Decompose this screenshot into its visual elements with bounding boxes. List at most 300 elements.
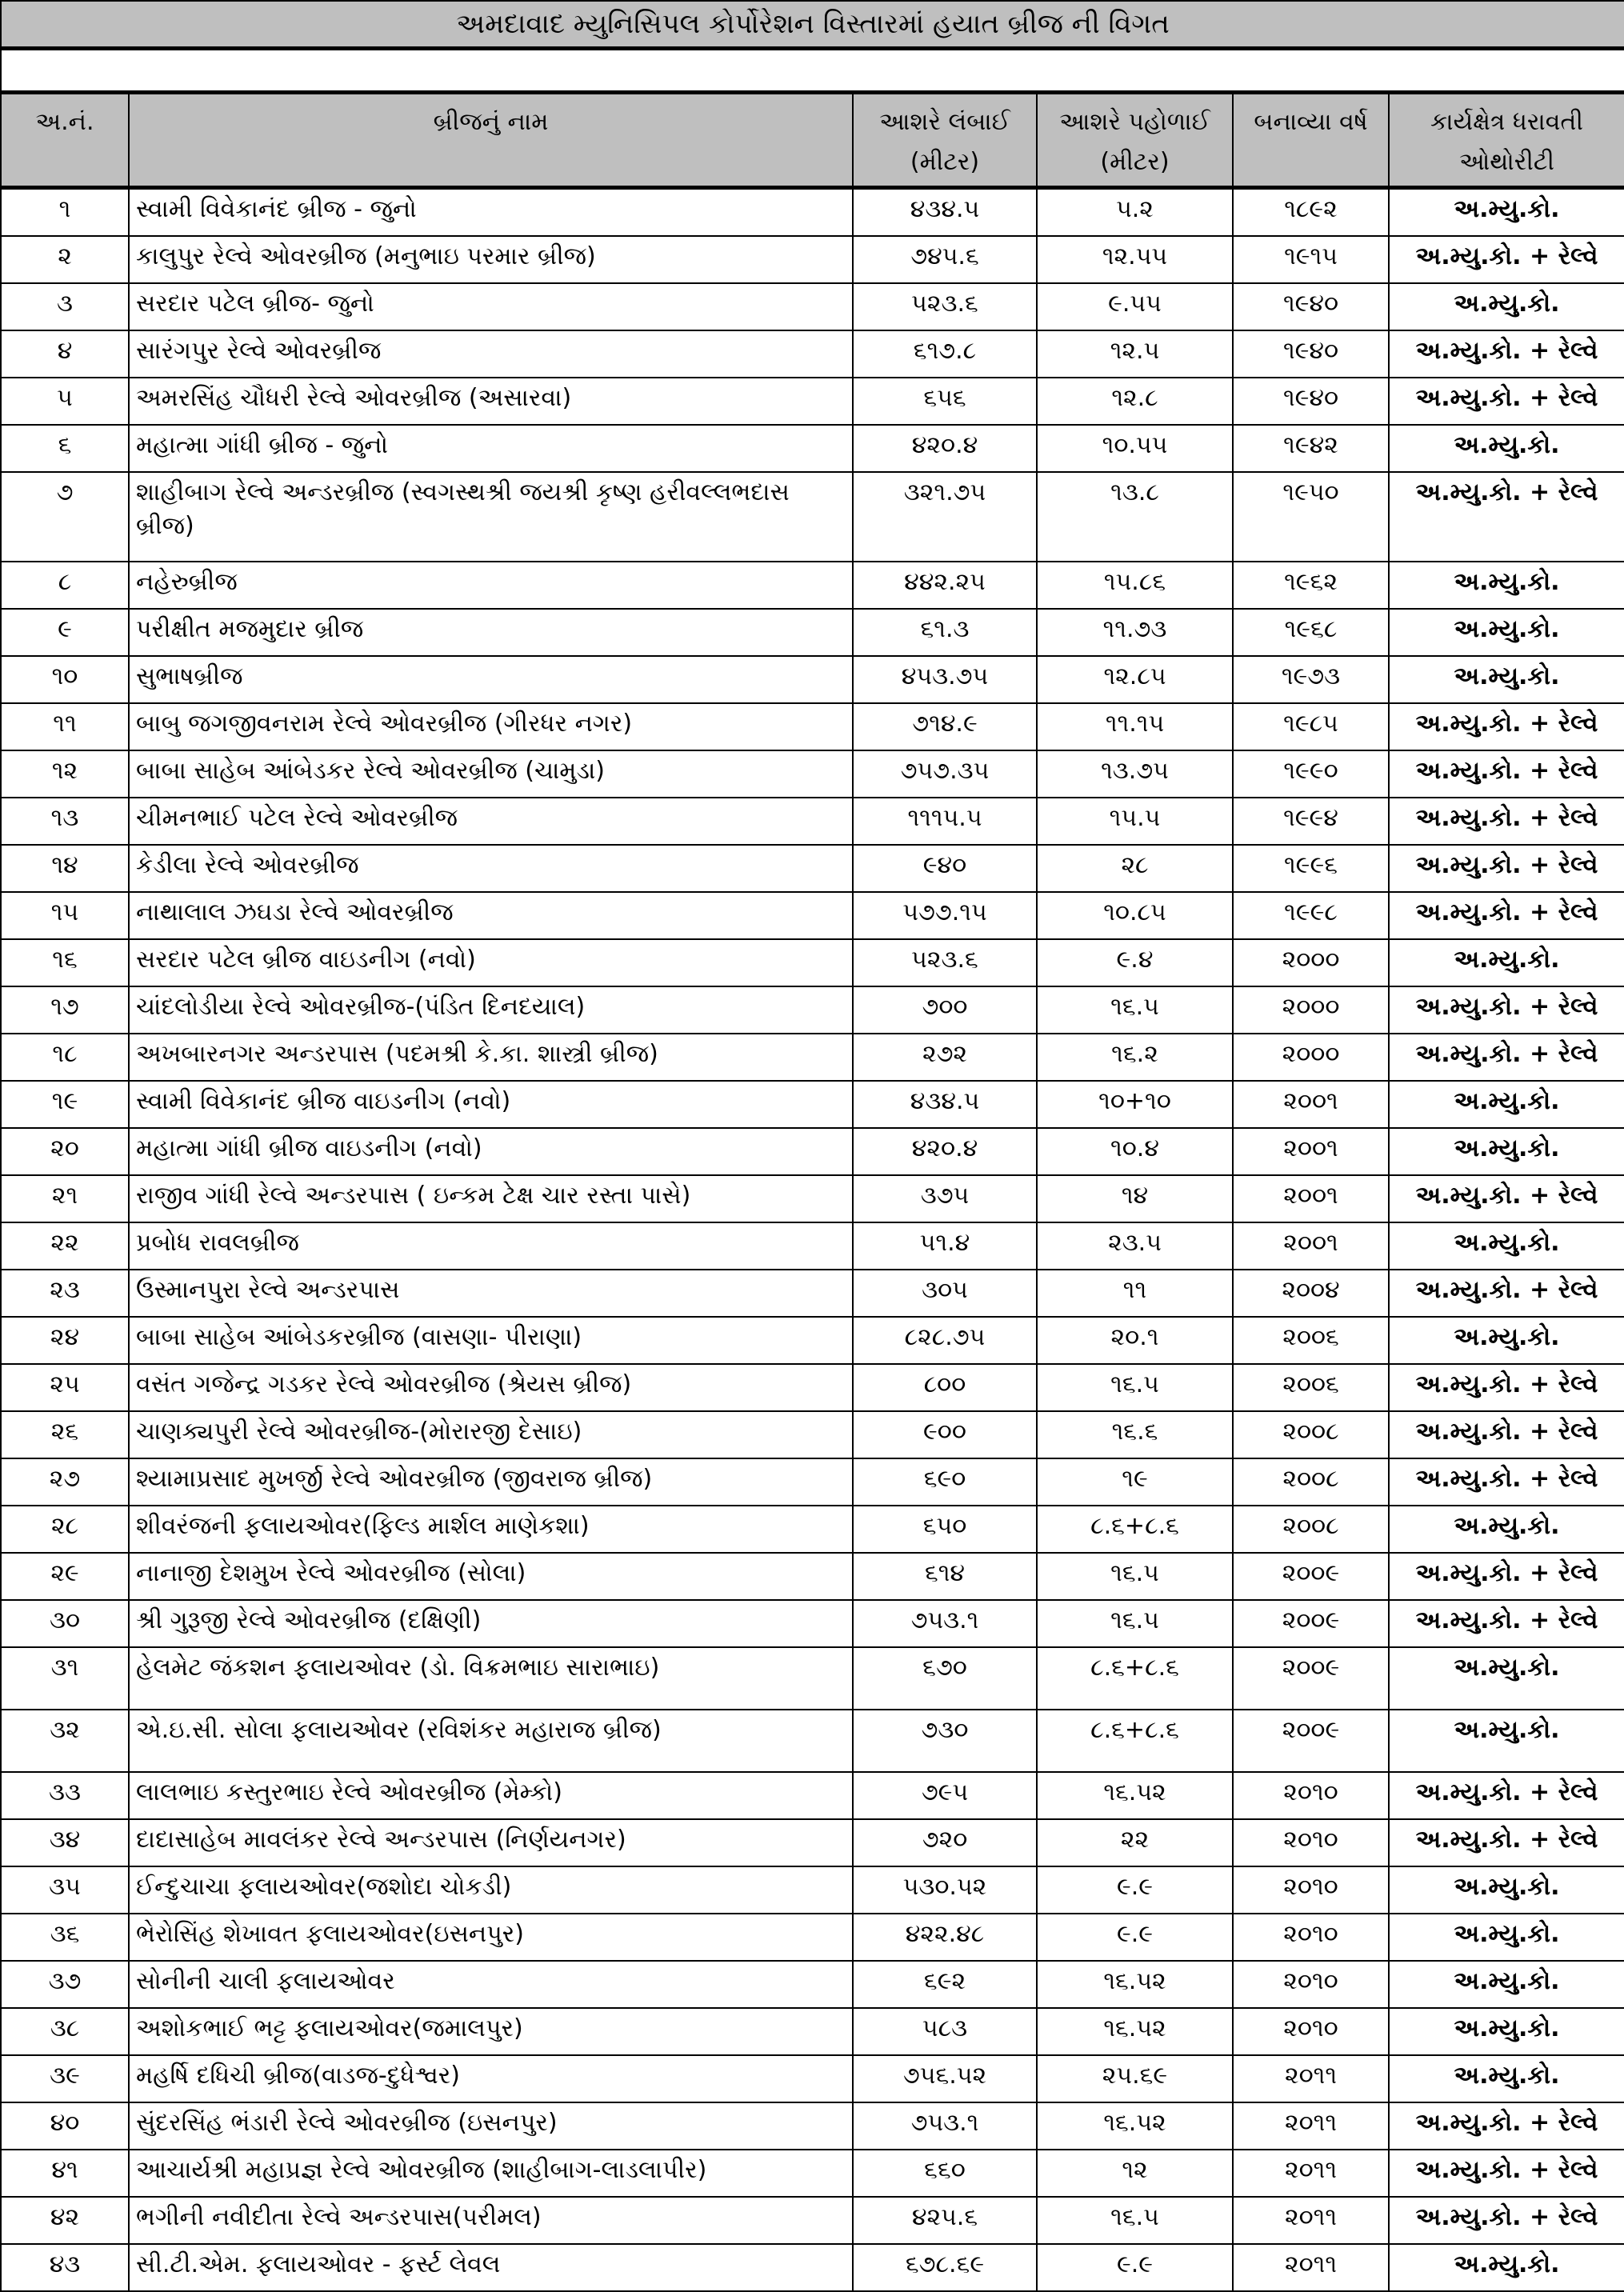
cell-authority: અ.મ્યુ.કો. (1389, 1914, 1624, 1961)
cell-width: ૨૨ (1037, 1819, 1233, 1866)
cell-year: ૨૦૦૧ (1233, 1222, 1389, 1270)
cell-length: ૬૯૨ (853, 1961, 1037, 2008)
cell-sr: ૩૨ (1, 1710, 129, 1772)
cell-year: ૧૯૪૦ (1233, 283, 1389, 330)
table-title: અમદાવાદ મ્યુનિસિપલ કોર્પોરેશન વિસ્તારમાં હયાત બ્રીજ ની વિગત (1, 1, 1624, 49)
header-name: બ્રીજનું નામ (129, 93, 853, 188)
cell-authority: અ.મ્યુ.કો. (1389, 1222, 1624, 1270)
cell-width: ૯.૯ (1037, 1866, 1233, 1914)
cell-name: શીવરંજની ફલાયઓવર(ફિલ્ડ માર્શલ માણેકશા) (129, 1506, 853, 1553)
cell-sr: ૧૦ (1, 656, 129, 703)
cell-name: શાહીબાગ રેલ્વે અન્ડરબ્રીજ (સ્વગસ્થશ્રી જયશ્રી કૃષ્ણ હરીવલ્લભદાસ બ્રીજ) (129, 472, 853, 562)
cell-year: ૧૯૯૦ (1233, 750, 1389, 798)
cell-sr: ૨૯ (1, 1553, 129, 1600)
cell-name: ઈન્દુચાચા ફલાયઓવર(જશોદા ચોકડી) (129, 1866, 853, 1914)
cell-sr: ૨ (1, 236, 129, 283)
cell-length: ૨૭૨ (853, 1034, 1037, 1081)
cell-length: ૩૦૫ (853, 1270, 1037, 1317)
cell-year: ૨૦૧૧ (1233, 2102, 1389, 2150)
cell-name: ભગીની નવીદીતા રેલ્વે અન્ડરપાસ(પરીમલ) (129, 2197, 853, 2244)
cell-authority: અ.મ્યુ.કો. + રેલ્વે (1389, 1553, 1624, 1600)
table-row (1, 1222, 1624, 1270)
cell-authority: અ.મ્યુ.કો. (1389, 2008, 1624, 2055)
cell-length: ૪૩૪.૫ (853, 188, 1037, 237)
cell-length: ૭૧૪.૯ (853, 703, 1037, 750)
cell-year: ૨૦૧૦ (1233, 1914, 1389, 1961)
cell-length: ૭૫૬.૫૨ (853, 2055, 1037, 2102)
cell-year: ૨૦૦૯ (1233, 1647, 1389, 1710)
cell-sr: ૨૨ (1, 1222, 129, 1270)
cell-year: ૧૯૯૪ (1233, 798, 1389, 845)
cell-year: ૨૦૧૧ (1233, 2197, 1389, 2244)
cell-name: નાથાલાલ ઝઘડા રેલ્વે ઓવરબ્રીજ (129, 892, 853, 939)
cell-length: ૭૦૦ (853, 986, 1037, 1034)
cell-year: ૧૯૧૫ (1233, 236, 1389, 283)
cell-sr: ૭ (1, 472, 129, 562)
cell-year: ૧૯૪૨ (1233, 425, 1389, 472)
table-body (1, 188, 1624, 2292)
cell-authority: અ.મ્યુ.કો. (1389, 2055, 1624, 2102)
cell-year: ૨૦૦૬ (1233, 1317, 1389, 1364)
table-row (1, 2102, 1624, 2150)
cell-length: ૬૭૮.૬૯ (853, 2244, 1037, 2291)
cell-sr: ૨૧ (1, 1175, 129, 1222)
cell-sr: ૧૭ (1, 986, 129, 1034)
cell-authority: અ.મ્યુ.કો. (1389, 1647, 1624, 1710)
cell-sr: ૨૦ (1, 1128, 129, 1175)
cell-authority: અ.મ્યુ.કો. + રેલ્વે (1389, 986, 1624, 1034)
cell-name: ચીમનભાઈ પટેલ રેલ્વે ઓવરબ્રીજ (129, 798, 853, 845)
cell-authority: અ.મ્યુ.કો. + રેલ્વે (1389, 1600, 1624, 1647)
cell-authority: અ.મ્યુ.કો. (1389, 1866, 1624, 1914)
cell-width: ૧૬.૫૨ (1037, 2008, 1233, 2055)
cell-length: ૫૧.૪ (853, 1222, 1037, 1270)
cell-name: સોનીની ચાલી ફલાયઓવર (129, 1961, 853, 2008)
cell-sr: ૨૪ (1, 1317, 129, 1364)
cell-width: ૨૮ (1037, 845, 1233, 892)
cell-authority: અ.મ્યુ.કો. + રેલ્વે (1389, 1364, 1624, 1411)
cell-year: ૧૯૪૦ (1233, 378, 1389, 425)
cell-authority: અ.મ્યુ.કો. + રેલ્વે (1389, 892, 1624, 939)
cell-name: કાલુપુર રેલ્વે ઓવરબ્રીજ (મનુભાઇ પરમાર બ્રીજ) (129, 236, 853, 283)
cell-sr: ૨૭ (1, 1458, 129, 1506)
cell-sr: ૧ (1, 188, 129, 237)
cell-authority: અ.મ્યુ.કો. + રેલ્વે (1389, 1270, 1624, 1317)
table-row (1, 1458, 1624, 1506)
cell-sr: ૫ (1, 378, 129, 425)
cell-name: મહર્ષિ દધિચી બ્રીજ(વાડજ-દુધેશ્વર) (129, 2055, 853, 2102)
cell-year: ૨૦૦૧ (1233, 1081, 1389, 1128)
cell-authority: અ.મ્યુ.કો. (1389, 425, 1624, 472)
cell-width: ૧૬.૫ (1037, 986, 1233, 1034)
table-row (1, 1772, 1624, 1819)
cell-year: ૨૦૦૮ (1233, 1411, 1389, 1458)
cell-authority: અ.મ્યુ.કો. (1389, 609, 1624, 656)
cell-year: ૧૯૮૫ (1233, 703, 1389, 750)
cell-length: ૭૫૩.૧ (853, 1600, 1037, 1647)
cell-length: ૩૭૫ (853, 1175, 1037, 1222)
cell-authority: અ.મ્યુ.કો. + રેલ્વે (1389, 1772, 1624, 1819)
cell-sr: ૧૪ (1, 845, 129, 892)
cell-length: ૯૪૦ (853, 845, 1037, 892)
cell-length: ૬૫૬ (853, 378, 1037, 425)
cell-width: ૧૬.૫૨ (1037, 1772, 1233, 1819)
cell-sr: ૩ (1, 283, 129, 330)
cell-authority: અ.મ્યુ.કો. (1389, 1710, 1624, 1772)
cell-name: ચાણક્યપુરી રેલ્વે ઓવરબ્રીજ-(મોરારજી દેસાઇ) (129, 1411, 853, 1458)
cell-year: ૨૦૧૦ (1233, 1961, 1389, 2008)
table-row (1, 1961, 1624, 2008)
cell-name: ઉસ્માનપુરા રેલ્વે અન્ડરપાસ (129, 1270, 853, 1317)
cell-name: એ.ઇ.સી. સોલા ફલાયઓવર (રવિશંકર મહારાજ બ્રીજ) (129, 1710, 853, 1772)
cell-length: ૭૪૫.૬ (853, 236, 1037, 283)
cell-authority: અ.મ્યુ.કો. + રેલ્વે (1389, 472, 1624, 562)
cell-year: ૨૦૦૧ (1233, 1175, 1389, 1222)
table-row (1, 425, 1624, 472)
cell-width: ૧૬.૨ (1037, 1034, 1233, 1081)
table-row (1, 892, 1624, 939)
cell-sr: ૪૩ (1, 2244, 129, 2291)
table-row (1, 283, 1624, 330)
cell-year: ૨૦૦૦ (1233, 986, 1389, 1034)
cell-length: ૧૧૧૫.૫ (853, 798, 1037, 845)
cell-name: સ્વામી વિવેકાનંદ બ્રીજ વાઇડનીગ (નવો) (129, 1081, 853, 1128)
cell-length: ૪૨૦.૪ (853, 1128, 1037, 1175)
cell-authority: અ.મ્યુ.કો. + રેલ્વે (1389, 845, 1624, 892)
cell-name: ભેરોસિંહ શેખાવત ફલાયઓવર(ઇસનપુર) (129, 1914, 853, 1961)
cell-authority: અ.મ્યુ.કો. (1389, 1081, 1624, 1128)
table-row (1, 609, 1624, 656)
cell-authority: અ.મ્યુ.કો. + રેલ્વે (1389, 703, 1624, 750)
cell-name: અશોકભાઈ ભટ્ટ ફલાયઓવર(જમાલપુર) (129, 2008, 853, 2055)
cell-sr: ૪૨ (1, 2197, 129, 2244)
table-row (1, 2008, 1624, 2055)
cell-authority: અ.મ્યુ.કો. + રેલ્વે (1389, 2102, 1624, 2150)
cell-year: ૨૦૦૪ (1233, 1270, 1389, 1317)
cell-authority: અ.મ્યુ.કો. (1389, 283, 1624, 330)
header-sr: અ.નં. (1, 93, 129, 188)
cell-year: ૨૦૦૬ (1233, 1364, 1389, 1411)
cell-width: ૧૨.૫ (1037, 330, 1233, 378)
cell-name: સરદાર પટેલ બ્રીજ- જુનો (129, 283, 853, 330)
cell-width: ૯.૯ (1037, 2244, 1233, 2291)
table-row (1, 1819, 1624, 1866)
cell-width: ૧૫.૮૬ (1037, 562, 1233, 609)
cell-width: ૧૪ (1037, 1175, 1233, 1222)
cell-year: ૨૦૧૧ (1233, 2244, 1389, 2291)
cell-authority: અ.મ્યુ.કો. + રેલ્વે (1389, 1411, 1624, 1458)
cell-width: ૧૨.૮ (1037, 378, 1233, 425)
cell-name: પ્રબોધ રાવલબ્રીજ (129, 1222, 853, 1270)
cell-width: ૯.૪ (1037, 939, 1233, 986)
cell-year: ૨૦૧૦ (1233, 1772, 1389, 1819)
cell-width: ૧૧ (1037, 1270, 1233, 1317)
table-row (1, 986, 1624, 1034)
table-row (1, 1647, 1624, 1710)
cell-authority: અ.મ્યુ.કો. + રેલ્વે (1389, 378, 1624, 425)
header-authority: કાર્યક્ષેત્ર ધરાવતી ઓથોરીટી (1389, 93, 1624, 188)
cell-width: ૧૬.૬ (1037, 1411, 1233, 1458)
cell-sr: ૯ (1, 609, 129, 656)
cell-length: ૮૦૦ (853, 1364, 1037, 1411)
cell-year: ૧૯૭૩ (1233, 656, 1389, 703)
table-row (1, 703, 1624, 750)
cell-name: સરદાર પટેલ બ્રીજ વાઇડનીગ (નવો) (129, 939, 853, 986)
cell-year: ૨૦૧૧ (1233, 2055, 1389, 2102)
cell-authority: અ.મ્યુ.કો. (1389, 1317, 1624, 1364)
cell-sr: ૧૬ (1, 939, 129, 986)
table-row (1, 2055, 1624, 2102)
cell-name: ચાંદલોડીયા રેલ્વે ઓવરબ્રીજ-(પંડિત દિનદયાલ) (129, 986, 853, 1034)
table-row (1, 1553, 1624, 1600)
cell-authority: અ.મ્યુ.કો. (1389, 188, 1624, 237)
table-row (1, 2197, 1624, 2244)
cell-length: ૬૭૦ (853, 1647, 1037, 1710)
table-row (1, 656, 1624, 703)
cell-sr: ૩૯ (1, 2055, 129, 2102)
cell-width: ૧૨.૮૫ (1037, 656, 1233, 703)
cell-width: ૧૬.૫ (1037, 1364, 1233, 1411)
cell-year: ૨૦૦૦ (1233, 1034, 1389, 1081)
cell-width: ૧૦.૫૫ (1037, 425, 1233, 472)
cell-name: રાજીવ ગાંધી રેલ્વે અન્ડરપાસ ( ઇન્કમ ટેક્ષ ચાર રસ્તા પાસે) (129, 1175, 853, 1222)
cell-name: સારંગપુર રેલ્વે ઓવરબ્રીજ (129, 330, 853, 378)
cell-sr: ૩૭ (1, 1961, 129, 2008)
cell-authority: અ.મ્યુ.કો. (1389, 562, 1624, 609)
cell-width: ૧૧.૧૫ (1037, 703, 1233, 750)
cell-sr: ૩૬ (1, 1914, 129, 1961)
cell-year: ૨૦૧૦ (1233, 1866, 1389, 1914)
cell-authority: અ.મ્યુ.કો. (1389, 1506, 1624, 1553)
cell-year: ૧૯૪૦ (1233, 330, 1389, 378)
cell-year: ૨૦૦૧ (1233, 1128, 1389, 1175)
table-row (1, 798, 1624, 845)
cell-name: પરીક્ષીત મજમુદાર બ્રીજ (129, 609, 853, 656)
table-row (1, 2244, 1624, 2291)
cell-width: ૧૨ (1037, 2150, 1233, 2197)
cell-name: કેડીલા રેલ્વે ઓવરબ્રીજ (129, 845, 853, 892)
cell-width: ૨૦.૧ (1037, 1317, 1233, 1364)
cell-authority: અ.મ્યુ.કો. + રેલ્વે (1389, 798, 1624, 845)
header-width: આશરે પહોળાઈ (મીટર) (1037, 93, 1233, 188)
cell-width: ૧૩.૭૫ (1037, 750, 1233, 798)
cell-sr: ૨૩ (1, 1270, 129, 1317)
table-row (1, 1081, 1624, 1128)
table-row (1, 1914, 1624, 1961)
cell-width: ૨૫.૬૯ (1037, 2055, 1233, 2102)
cell-sr: ૩૮ (1, 2008, 129, 2055)
cell-width: ૫.૨ (1037, 188, 1233, 237)
cell-year: ૨૦૦૯ (1233, 1600, 1389, 1647)
cell-name: અમરસિંહ ચૌધરી રેલ્વે ઓવરબ્રીજ (અસારવા) (129, 378, 853, 425)
cell-year: ૨૦૦૮ (1233, 1506, 1389, 1553)
cell-length: ૫૨૩.૬ (853, 283, 1037, 330)
cell-width: ૨૩.૫ (1037, 1222, 1233, 1270)
cell-authority: અ.મ્યુ.કો. (1389, 1961, 1624, 2008)
cell-sr: ૩૫ (1, 1866, 129, 1914)
cell-name: સુંદરસિંહ ભંડારી રેલ્વે ઓવરબ્રીજ (ઇસનપુર) (129, 2102, 853, 2150)
cell-sr: ૨૮ (1, 1506, 129, 1553)
cell-year: ૨૦૦૦ (1233, 939, 1389, 986)
cell-sr: ૬ (1, 425, 129, 472)
cell-year: ૧૯૬૨ (1233, 562, 1389, 609)
cell-year: ૧૯૯૬ (1233, 845, 1389, 892)
cell-name: નાનાજી દેશમુખ રેલ્વે ઓવરબ્રીજ (સોલા) (129, 1553, 853, 1600)
cell-sr: ૧૮ (1, 1034, 129, 1081)
cell-width: ૮.૬+૮.૬ (1037, 1506, 1233, 1553)
cell-length: ૮૨૮.૭૫ (853, 1317, 1037, 1364)
cell-name: દાદાસાહેબ માવલંકર રેલ્વે અન્ડરપાસ (નિર્ણયનગર) (129, 1819, 853, 1866)
cell-width: ૮.૬+૮.૬ (1037, 1710, 1233, 1772)
header-length: આશરે લંબાઈ (મીટર) (853, 93, 1037, 188)
table-row (1, 472, 1624, 562)
cell-name: મહાત્મા ગાંધી બ્રીજ વાઇડનીગ (નવો) (129, 1128, 853, 1175)
cell-year: ૨૦૦૯ (1233, 1553, 1389, 1600)
cell-length: ૬૧૪ (853, 1553, 1037, 1600)
cell-sr: ૧૯ (1, 1081, 129, 1128)
cell-name: શ્યામાપ્રસાદ મુખર્જી રેલ્વે ઓવરબ્રીજ (જીવરાજ બ્રીજ) (129, 1458, 853, 1506)
cell-width: ૧૦.૪ (1037, 1128, 1233, 1175)
cell-year: ૧૮૯૨ (1233, 188, 1389, 237)
cell-width: ૧૬.૫ (1037, 2197, 1233, 2244)
table-row (1, 845, 1624, 892)
cell-width: ૯.૫૫ (1037, 283, 1233, 330)
cell-width: ૧૨.૫૫ (1037, 236, 1233, 283)
cell-width: ૯.૯ (1037, 1914, 1233, 1961)
cell-width: ૧૩.૮ (1037, 472, 1233, 562)
table-row (1, 750, 1624, 798)
table-row (1, 378, 1624, 425)
cell-name: આચાર્યશ્રી મહાપ્રજ્ઞ રેલ્વે ઓવરબ્રીજ (શાહીબાગ-લાડલાપીર) (129, 2150, 853, 2197)
cell-name: બાબા સાહેબ આંબેડકરબ્રીજ (વાસણા- પીરાણા) (129, 1317, 853, 1364)
table-row (1, 1866, 1624, 1914)
cell-name: બાબા સાહેબ આંબેડકર રેલ્વે ઓવરબ્રીજ (ચામુડા) (129, 750, 853, 798)
table-row (1, 1270, 1624, 1317)
table-row (1, 1317, 1624, 1364)
cell-year: ૨૦૧૧ (1233, 2150, 1389, 2197)
cell-length: ૬૬૦ (853, 2150, 1037, 2197)
cell-width: ૧૦.૮૫ (1037, 892, 1233, 939)
cell-name: હેલમેટ જંકશન ફલાયઓવર (ડો. વિક્રમભાઇ સારાભાઇ) (129, 1647, 853, 1710)
header-year: બનાવ્યા વર્ષ (1233, 93, 1389, 188)
cell-authority: અ.મ્યુ.કો. + રેલ્વે (1389, 1458, 1624, 1506)
table-row (1, 1128, 1624, 1175)
cell-authority: અ.મ્યુ.કો. (1389, 2244, 1624, 2291)
cell-sr: ૩૦ (1, 1600, 129, 1647)
cell-length: ૭૫૭.૩૫ (853, 750, 1037, 798)
cell-year: ૧૯૯૮ (1233, 892, 1389, 939)
cell-width: ૧૬.૫૨ (1037, 2102, 1233, 2150)
cell-length: ૪૨૨.૪૮ (853, 1914, 1037, 1961)
cell-length: ૫૩૦.૫૨ (853, 1866, 1037, 1914)
cell-name: બાબુ જગજીવનરામ રેલ્વે ઓવરબ્રીજ (ગીરધર નગર) (129, 703, 853, 750)
cell-authority: અ.મ્યુ.કો. + રેલ્વે (1389, 2197, 1624, 2244)
cell-width: ૧૬.૫ (1037, 1553, 1233, 1600)
table-row (1, 1175, 1624, 1222)
cell-length: ૪૨૫.૬ (853, 2197, 1037, 2244)
cell-length: ૩૨૧.૭૫ (853, 472, 1037, 562)
cell-authority: અ.મ્યુ.કો. (1389, 939, 1624, 986)
cell-length: ૭૨૦ (853, 1819, 1037, 1866)
cell-authority: અ.મ્યુ.કો. + રેલ્વે (1389, 1175, 1624, 1222)
cell-authority: અ.મ્યુ.કો. + રેલ્વે (1389, 330, 1624, 378)
cell-name: સ્વામી વિવેકાનંદ બ્રીજ - જુનો (129, 188, 853, 237)
cell-length: ૬૧૭.૮ (853, 330, 1037, 378)
cell-length: ૪૪૨.૨૫ (853, 562, 1037, 609)
cell-length: ૭૫૩.૧ (853, 2102, 1037, 2150)
table-row (1, 562, 1624, 609)
cell-width: ૮.૬+૮.૬ (1037, 1647, 1233, 1710)
cell-authority: અ.મ્યુ.કો. + રેલ્વે (1389, 1034, 1624, 1081)
cell-width: ૧૯ (1037, 1458, 1233, 1506)
cell-width: ૧૧.૭૩ (1037, 609, 1233, 656)
cell-length: ૬૫૦ (853, 1506, 1037, 1553)
cell-length: ૫૭૭.૧૫ (853, 892, 1037, 939)
cell-name: નહેરુબ્રીજ (129, 562, 853, 609)
cell-length: ૯૦૦ (853, 1411, 1037, 1458)
table-row (1, 330, 1624, 378)
cell-year: ૧૯૬૮ (1233, 609, 1389, 656)
cell-authority: અ.મ્યુ.કો. + રેલ્વે (1389, 2150, 1624, 2197)
cell-sr: ૨૫ (1, 1364, 129, 1411)
cell-sr: ૪ (1, 330, 129, 378)
cell-sr: ૧૧ (1, 703, 129, 750)
cell-authority: અ.મ્યુ.કો. (1389, 1128, 1624, 1175)
table-row (1, 1710, 1624, 1772)
cell-sr: ૪૧ (1, 2150, 129, 2197)
cell-width: ૧૬.૫ (1037, 1600, 1233, 1647)
cell-sr: ૧૫ (1, 892, 129, 939)
cell-name: અખબારનગર અન્ડરપાસ (પદમશ્રી કે.કા. શાસ્ત્રી બ્રીજ) (129, 1034, 853, 1081)
cell-authority: અ.મ્યુ.કો. + રેલ્વે (1389, 750, 1624, 798)
cell-authority: અ.મ્યુ.કો. + રેલ્વે (1389, 1819, 1624, 1866)
cell-name: લાલભાઇ કસ્તુરભાઇ રેલ્વે ઓવરબ્રીજ (મેમ્કો) (129, 1772, 853, 1819)
cell-sr: ૨૬ (1, 1411, 129, 1458)
cell-year: ૨૦૦૮ (1233, 1458, 1389, 1506)
table-row (1, 236, 1624, 283)
table-row (1, 2150, 1624, 2197)
cell-sr: ૧૩ (1, 798, 129, 845)
cell-name: સુભાષબ્રીજ (129, 656, 853, 703)
cell-length: ૬૯૦ (853, 1458, 1037, 1506)
cell-width: ૧૫.૫ (1037, 798, 1233, 845)
cell-length: ૫૮૩ (853, 2008, 1037, 2055)
table-row (1, 1364, 1624, 1411)
cell-sr: ૩૩ (1, 1772, 129, 1819)
cell-name: વસંત ગજેન્દ્ર ગડકર રેલ્વે ઓવરબ્રીજ (શ્રેયસ બ્રીજ) (129, 1364, 853, 1411)
cell-year: ૨૦૧૦ (1233, 2008, 1389, 2055)
cell-length: ૪૨૦.૪ (853, 425, 1037, 472)
cell-length: ૫૨૩.૬ (853, 939, 1037, 986)
cell-length: ૬૧.૩ (853, 609, 1037, 656)
cell-width: ૧૦+૧૦ (1037, 1081, 1233, 1128)
table-row (1, 1411, 1624, 1458)
cell-width: ૧૬.૫૨ (1037, 1961, 1233, 2008)
table-row (1, 939, 1624, 986)
cell-name: મહાત્મા ગાંધી બ્રીજ - જુનો (129, 425, 853, 472)
cell-name: સી.ટી.એમ. ફલાયઓવર - ફર્સ્ટ લેવલ (129, 2244, 853, 2291)
cell-authority: અ.મ્યુ.કો. + રેલ્વે (1389, 236, 1624, 283)
cell-authority: અ.મ્યુ.કો. (1389, 656, 1624, 703)
table-row (1, 1034, 1624, 1081)
cell-sr: ૩૧ (1, 1647, 129, 1710)
cell-year: ૧૯૫૦ (1233, 472, 1389, 562)
cell-length: ૭૯૫ (853, 1772, 1037, 1819)
cell-length: ૪૩૪.૫ (853, 1081, 1037, 1128)
cell-length: ૭૩૦ (853, 1710, 1037, 1772)
cell-sr: ૧૨ (1, 750, 129, 798)
blank-row (1, 49, 1624, 93)
